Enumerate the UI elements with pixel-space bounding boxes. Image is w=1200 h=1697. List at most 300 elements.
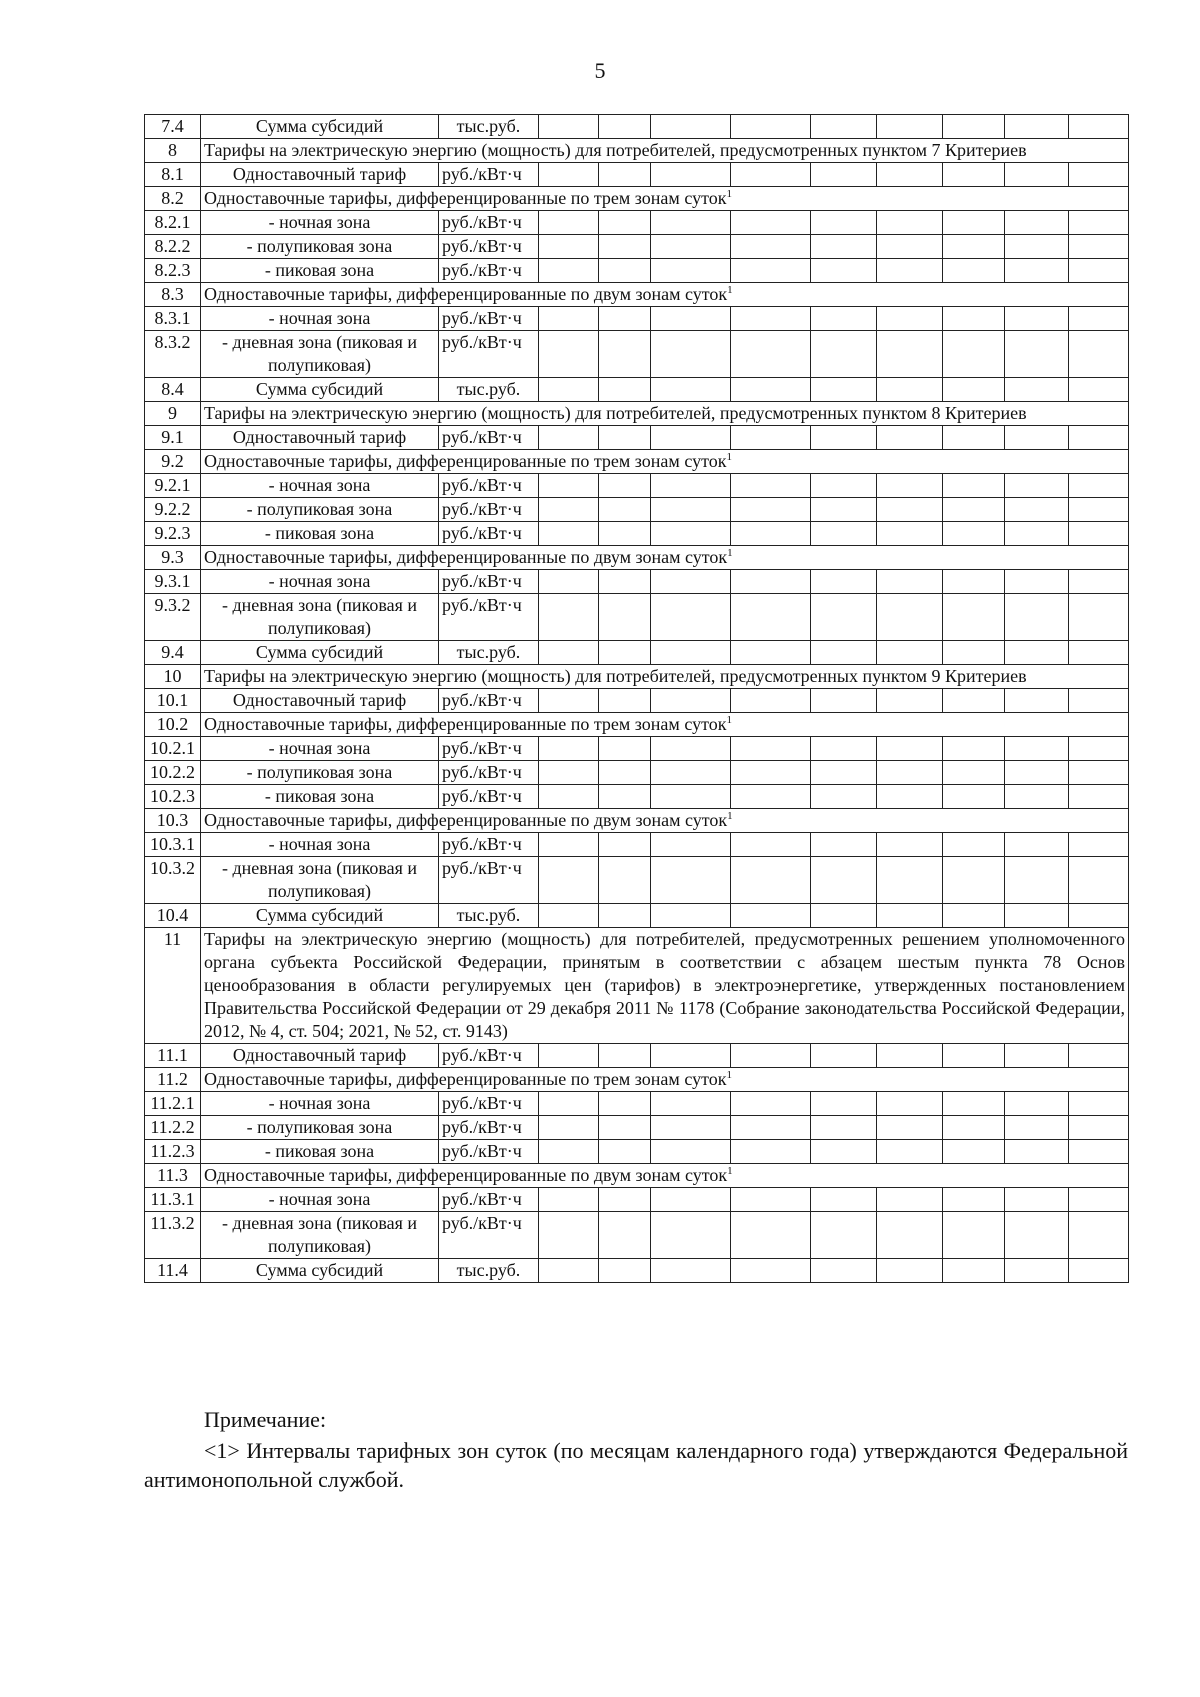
unit-cell: руб./кВт·ч — [439, 331, 539, 378]
value-cell — [943, 904, 1005, 928]
value-cell — [599, 689, 651, 713]
value-cell — [811, 474, 877, 498]
value-cell — [731, 1044, 811, 1068]
value-cell — [539, 498, 599, 522]
value-cell — [599, 426, 651, 450]
table-row — [145, 498, 1129, 522]
value-cell — [731, 1116, 811, 1140]
value-cell — [539, 115, 599, 139]
unit-cell: руб./кВт·ч — [439, 1188, 539, 1212]
value-cell — [943, 1116, 1005, 1140]
value-cell — [877, 1092, 943, 1116]
table-row — [145, 402, 1129, 426]
table-row — [145, 211, 1129, 235]
value-cell — [1069, 426, 1129, 450]
value-cell — [539, 474, 599, 498]
value-cell — [1069, 570, 1129, 594]
value-cell — [1005, 522, 1069, 546]
value-cell — [1069, 1188, 1129, 1212]
indicator-name: - пиковая зона — [201, 785, 439, 809]
value-cell — [539, 641, 599, 665]
value-cell — [877, 594, 943, 641]
unit-cell: руб./кВт·ч — [439, 211, 539, 235]
table-row — [145, 689, 1129, 713]
value-cell — [811, 785, 877, 809]
value-cell — [811, 163, 877, 187]
indicator-name: - дневная зона (пиковая и полупиковая) — [201, 594, 439, 641]
value-cell — [599, 1092, 651, 1116]
value-cell — [539, 904, 599, 928]
section-heading-text: Одноставочные тарифы, дифференцированные по трем зонам суток — [204, 451, 727, 471]
value-cell — [731, 641, 811, 665]
value-cell — [539, 211, 599, 235]
value-cell — [599, 259, 651, 283]
value-cell — [877, 1116, 943, 1140]
table-row — [145, 785, 1129, 809]
value-cell — [1005, 1212, 1069, 1259]
value-cell — [731, 594, 811, 641]
value-cell — [1005, 1092, 1069, 1116]
value-cell — [877, 570, 943, 594]
table-row — [145, 1164, 1129, 1188]
footnote-marker: 1 — [727, 1165, 733, 1177]
value-cell — [599, 235, 651, 259]
table-row — [145, 1259, 1129, 1283]
section-heading-cell — [201, 187, 1129, 211]
value-cell — [731, 857, 811, 904]
value-cell — [539, 1212, 599, 1259]
indicator-name: Одноставочный тариф — [201, 1044, 439, 1068]
value-cell — [811, 833, 877, 857]
table-row — [145, 1092, 1129, 1116]
value-cell — [1069, 307, 1129, 331]
row-number: 11.3.2 — [145, 1212, 201, 1259]
page-number: 5 — [594, 58, 606, 83]
unit-cell: руб./кВт·ч — [439, 1092, 539, 1116]
row-number: 9.3 — [145, 546, 201, 570]
value-cell — [1005, 211, 1069, 235]
value-cell — [651, 904, 731, 928]
unit-cell: руб./кВт·ч — [439, 1044, 539, 1068]
value-cell — [943, 163, 1005, 187]
table-row — [145, 426, 1129, 450]
section-heading-text: Тарифы на электрическую энергию (мощность) для потребителей, предусмотренных решением уполномоченного органа субъекта Российской Федерации, принятым в соответствии с абзацем шестым пункта 78 Основ ценообразования в области регулируемых цен (тарифов) в электроэнергетике, утвержденных постановлением Правительства Российской Федерации от 29 декабря 2011 № 1178 (Собрание законодательства Российской Федерации, 2012, № 4, ст. 504; 2021, № 52, ст. 9143) — [204, 929, 1125, 1041]
row-number: 10.2 — [145, 713, 201, 737]
value-cell — [811, 641, 877, 665]
value-cell — [539, 761, 599, 785]
row-number: 8.2 — [145, 187, 201, 211]
value-cell — [1005, 785, 1069, 809]
value-cell — [1005, 307, 1069, 331]
row-number: 11.2.3 — [145, 1140, 201, 1164]
row-number: 11.2 — [145, 1068, 201, 1092]
value-cell — [651, 474, 731, 498]
table-row — [145, 761, 1129, 785]
indicator-name: - ночная зона — [201, 570, 439, 594]
unit-cell: тыс.руб. — [439, 378, 539, 402]
row-number: 7.4 — [145, 115, 201, 139]
value-cell — [539, 235, 599, 259]
footnote-marker: 1 — [726, 451, 732, 463]
table-row — [145, 163, 1129, 187]
indicator-name: - ночная зона — [201, 474, 439, 498]
value-cell — [651, 641, 731, 665]
section-heading-text: Одноставочные тарифы, дифференцированные по двум зонам суток — [204, 810, 728, 830]
table-row — [145, 737, 1129, 761]
unit-cell: руб./кВт·ч — [439, 737, 539, 761]
unit-cell: руб./кВт·ч — [439, 1212, 539, 1259]
unit-cell: руб./кВт·ч — [439, 522, 539, 546]
value-cell — [1005, 1044, 1069, 1068]
tariff-table-body — [145, 115, 1129, 1283]
value-cell — [731, 570, 811, 594]
value-cell — [599, 833, 651, 857]
value-cell — [599, 498, 651, 522]
unit-cell: руб./кВт·ч — [439, 594, 539, 641]
row-number: 10.4 — [145, 904, 201, 928]
value-cell — [1069, 857, 1129, 904]
table-row — [145, 641, 1129, 665]
value-cell — [599, 331, 651, 378]
footnote-marker: 1 — [727, 810, 733, 822]
value-cell — [943, 570, 1005, 594]
value-cell — [811, 426, 877, 450]
value-cell — [539, 1044, 599, 1068]
value-cell — [811, 1188, 877, 1212]
value-cell — [877, 1212, 943, 1259]
row-number: 10.3 — [145, 809, 201, 833]
value-cell — [731, 498, 811, 522]
indicator-name: - полупиковая зона — [201, 498, 439, 522]
value-cell — [877, 163, 943, 187]
table-row — [145, 570, 1129, 594]
value-cell — [877, 857, 943, 904]
row-number: 9.2.2 — [145, 498, 201, 522]
value-cell — [877, 761, 943, 785]
value-cell — [811, 594, 877, 641]
value-cell — [599, 1188, 651, 1212]
value-cell — [651, 211, 731, 235]
value-cell — [877, 1140, 943, 1164]
value-cell — [651, 1212, 731, 1259]
value-cell — [1069, 785, 1129, 809]
row-number: 11.3.1 — [145, 1188, 201, 1212]
value-cell — [1069, 498, 1129, 522]
value-cell — [811, 1044, 877, 1068]
value-cell — [1005, 474, 1069, 498]
footnote-marker: 1 — [726, 188, 732, 200]
row-number: 9.3.1 — [145, 570, 201, 594]
note-text: <1> Интервалы тарифных зон суток (по месяцам календарного года) утверждаются Федеральной антимонопольной службой. — [144, 1438, 1128, 1492]
row-number: 8.2.3 — [145, 259, 201, 283]
section-heading-text: Тарифы на электрическую энергию (мощность) для потребителей, предусмотренных пунктом 7 Критериев — [204, 140, 1027, 160]
indicator-name: - ночная зона — [201, 1092, 439, 1116]
value-cell — [943, 641, 1005, 665]
value-cell — [1005, 331, 1069, 378]
unit-cell: руб./кВт·ч — [439, 833, 539, 857]
value-cell — [731, 163, 811, 187]
value-cell — [943, 331, 1005, 378]
value-cell — [1069, 1259, 1129, 1283]
value-cell — [1005, 235, 1069, 259]
section-heading-cell — [201, 450, 1129, 474]
value-cell — [539, 163, 599, 187]
value-cell — [877, 211, 943, 235]
value-cell — [731, 378, 811, 402]
value-cell — [811, 498, 877, 522]
value-cell — [731, 115, 811, 139]
value-cell — [943, 211, 1005, 235]
section-heading-text: Одноставочные тарифы, дифференцированные по двум зонам суток — [204, 1165, 728, 1185]
table-row — [145, 259, 1129, 283]
value-cell — [1005, 761, 1069, 785]
value-cell — [651, 761, 731, 785]
value-cell — [1005, 904, 1069, 928]
value-cell — [731, 737, 811, 761]
value-cell — [539, 1188, 599, 1212]
indicator-name: - ночная зона — [201, 737, 439, 761]
value-cell — [877, 641, 943, 665]
section-heading-text: Одноставочные тарифы, дифференцированные по двум зонам суток — [204, 284, 728, 304]
row-number: 11.4 — [145, 1259, 201, 1283]
table-row — [145, 522, 1129, 546]
value-cell — [651, 331, 731, 378]
indicator-name: - полупиковая зона — [201, 761, 439, 785]
indicator-name: - пиковая зона — [201, 522, 439, 546]
value-cell — [1005, 1140, 1069, 1164]
value-cell — [731, 1140, 811, 1164]
row-number: 9.4 — [145, 641, 201, 665]
section-heading-text: Одноставочные тарифы, дифференцированные по двум зонам суток — [204, 547, 728, 567]
section-heading-cell — [201, 283, 1129, 307]
table-row — [145, 187, 1129, 211]
section-heading-text: Одноставочные тарифы, дифференцированные по трем зонам суток — [204, 1069, 727, 1089]
value-cell — [811, 1259, 877, 1283]
value-cell — [1069, 641, 1129, 665]
value-cell — [943, 474, 1005, 498]
value-cell — [943, 1140, 1005, 1164]
value-cell — [1069, 378, 1129, 402]
value-cell — [539, 1140, 599, 1164]
value-cell — [1069, 235, 1129, 259]
table-row — [145, 235, 1129, 259]
value-cell — [1069, 1044, 1129, 1068]
value-cell — [599, 761, 651, 785]
indicator-name: - пиковая зона — [201, 1140, 439, 1164]
row-number: 8.1 — [145, 163, 201, 187]
value-cell — [877, 259, 943, 283]
value-cell — [943, 522, 1005, 546]
table-row — [145, 809, 1129, 833]
table-row — [145, 378, 1129, 402]
value-cell — [877, 904, 943, 928]
value-cell — [877, 498, 943, 522]
indicator-name: - пиковая зона — [201, 259, 439, 283]
value-cell — [731, 426, 811, 450]
value-cell — [651, 163, 731, 187]
value-cell — [731, 211, 811, 235]
value-cell — [811, 331, 877, 378]
value-cell — [1069, 1212, 1129, 1259]
section-heading-cell — [201, 546, 1129, 570]
value-cell — [1069, 163, 1129, 187]
value-cell — [1069, 737, 1129, 761]
value-cell — [651, 785, 731, 809]
value-cell — [1005, 857, 1069, 904]
indicator-name: - дневная зона (пиковая и полупиковая) — [201, 1212, 439, 1259]
indicator-name: Одноставочный тариф — [201, 426, 439, 450]
unit-cell: руб./кВт·ч — [439, 498, 539, 522]
indicator-name: Одноставочный тариф — [201, 163, 439, 187]
indicator-name: Сумма субсидий — [201, 115, 439, 139]
value-cell — [811, 737, 877, 761]
value-cell — [811, 307, 877, 331]
unit-cell: руб./кВт·ч — [439, 570, 539, 594]
value-cell — [1069, 833, 1129, 857]
row-number: 10.2.3 — [145, 785, 201, 809]
footnote-marker: 1 — [727, 547, 733, 559]
value-cell — [877, 689, 943, 713]
value-cell — [651, 259, 731, 283]
table-row — [145, 1116, 1129, 1140]
value-cell — [811, 1140, 877, 1164]
row-number: 9.2.1 — [145, 474, 201, 498]
row-number: 10.3.2 — [145, 857, 201, 904]
value-cell — [539, 570, 599, 594]
value-cell — [731, 1188, 811, 1212]
table-row — [145, 1188, 1129, 1212]
section-heading-text: Тарифы на электрическую энергию (мощность) для потребителей, предусмотренных пунктом 8 Критериев — [204, 403, 1027, 423]
value-cell — [1005, 115, 1069, 139]
unit-cell: руб./кВт·ч — [439, 307, 539, 331]
indicator-name: Сумма субсидий — [201, 378, 439, 402]
row-number: 8.2.2 — [145, 235, 201, 259]
value-cell — [1069, 522, 1129, 546]
row-number: 8.3 — [145, 283, 201, 307]
value-cell — [539, 737, 599, 761]
value-cell — [539, 378, 599, 402]
value-cell — [943, 426, 1005, 450]
section-heading-cell — [201, 665, 1129, 689]
value-cell — [1005, 1116, 1069, 1140]
value-cell — [539, 857, 599, 904]
value-cell — [811, 378, 877, 402]
value-cell — [811, 115, 877, 139]
unit-cell: руб./кВт·ч — [439, 785, 539, 809]
section-heading-text: Тарифы на электрическую энергию (мощность) для потребителей, предусмотренных пунктом 9 Критериев — [204, 666, 1027, 686]
value-cell — [731, 235, 811, 259]
value-cell — [731, 904, 811, 928]
section-heading-cell — [201, 1164, 1129, 1188]
value-cell — [877, 378, 943, 402]
value-cell — [731, 307, 811, 331]
unit-cell: тыс.руб. — [439, 115, 539, 139]
row-number: 10.2.2 — [145, 761, 201, 785]
footnote-marker: 1 — [726, 1069, 732, 1081]
value-cell — [1069, 115, 1129, 139]
value-cell — [943, 1092, 1005, 1116]
value-cell — [943, 1212, 1005, 1259]
value-cell — [731, 331, 811, 378]
row-number: 11.2.1 — [145, 1092, 201, 1116]
indicator-name: Сумма субсидий — [201, 904, 439, 928]
row-number: 11.3 — [145, 1164, 201, 1188]
unit-cell: руб./кВт·ч — [439, 235, 539, 259]
table-row — [145, 594, 1129, 641]
row-number: 8.3.2 — [145, 331, 201, 378]
value-cell — [599, 1140, 651, 1164]
value-cell — [599, 570, 651, 594]
value-cell — [877, 1044, 943, 1068]
indicator-name: Сумма субсидий — [201, 1259, 439, 1283]
value-cell — [1069, 1092, 1129, 1116]
value-cell — [1069, 331, 1129, 378]
section-heading-text: Одноставочные тарифы, дифференцированные по трем зонам суток — [204, 714, 727, 734]
value-cell — [599, 1044, 651, 1068]
value-cell — [877, 785, 943, 809]
table-row — [145, 450, 1129, 474]
value-cell — [943, 1259, 1005, 1283]
row-number: 10 — [145, 665, 201, 689]
value-cell — [1069, 904, 1129, 928]
section-heading-cell — [201, 713, 1129, 737]
row-number: 8.3.1 — [145, 307, 201, 331]
table-row — [145, 283, 1129, 307]
value-cell — [731, 474, 811, 498]
table-row — [145, 115, 1129, 139]
value-cell — [811, 570, 877, 594]
value-cell — [943, 689, 1005, 713]
row-number: 9.3.2 — [145, 594, 201, 641]
table-row — [145, 928, 1129, 1044]
indicator-name: Сумма субсидий — [201, 641, 439, 665]
table-row — [145, 857, 1129, 904]
table-row — [145, 307, 1129, 331]
value-cell — [599, 211, 651, 235]
value-cell — [1069, 474, 1129, 498]
row-number: 8.4 — [145, 378, 201, 402]
value-cell — [539, 594, 599, 641]
value-cell — [651, 737, 731, 761]
value-cell — [877, 235, 943, 259]
value-cell — [651, 378, 731, 402]
value-cell — [599, 522, 651, 546]
value-cell — [943, 307, 1005, 331]
value-cell — [599, 641, 651, 665]
unit-cell: тыс.руб. — [439, 904, 539, 928]
value-cell — [1069, 211, 1129, 235]
table-row — [145, 713, 1129, 737]
value-cell — [943, 594, 1005, 641]
indicator-name: Одноставочный тариф — [201, 689, 439, 713]
tariff-table — [144, 114, 1129, 1283]
table-row — [145, 546, 1129, 570]
value-cell — [1005, 1259, 1069, 1283]
section-heading-cell — [201, 402, 1129, 426]
value-cell — [599, 115, 651, 139]
value-cell — [651, 498, 731, 522]
unit-cell: руб./кВт·ч — [439, 259, 539, 283]
value-cell — [731, 259, 811, 283]
unit-cell: тыс.руб. — [439, 1259, 539, 1283]
value-cell — [539, 426, 599, 450]
value-cell — [731, 833, 811, 857]
table-row — [145, 1212, 1129, 1259]
value-cell — [599, 163, 651, 187]
value-cell — [731, 761, 811, 785]
value-cell — [811, 235, 877, 259]
value-cell — [651, 1092, 731, 1116]
